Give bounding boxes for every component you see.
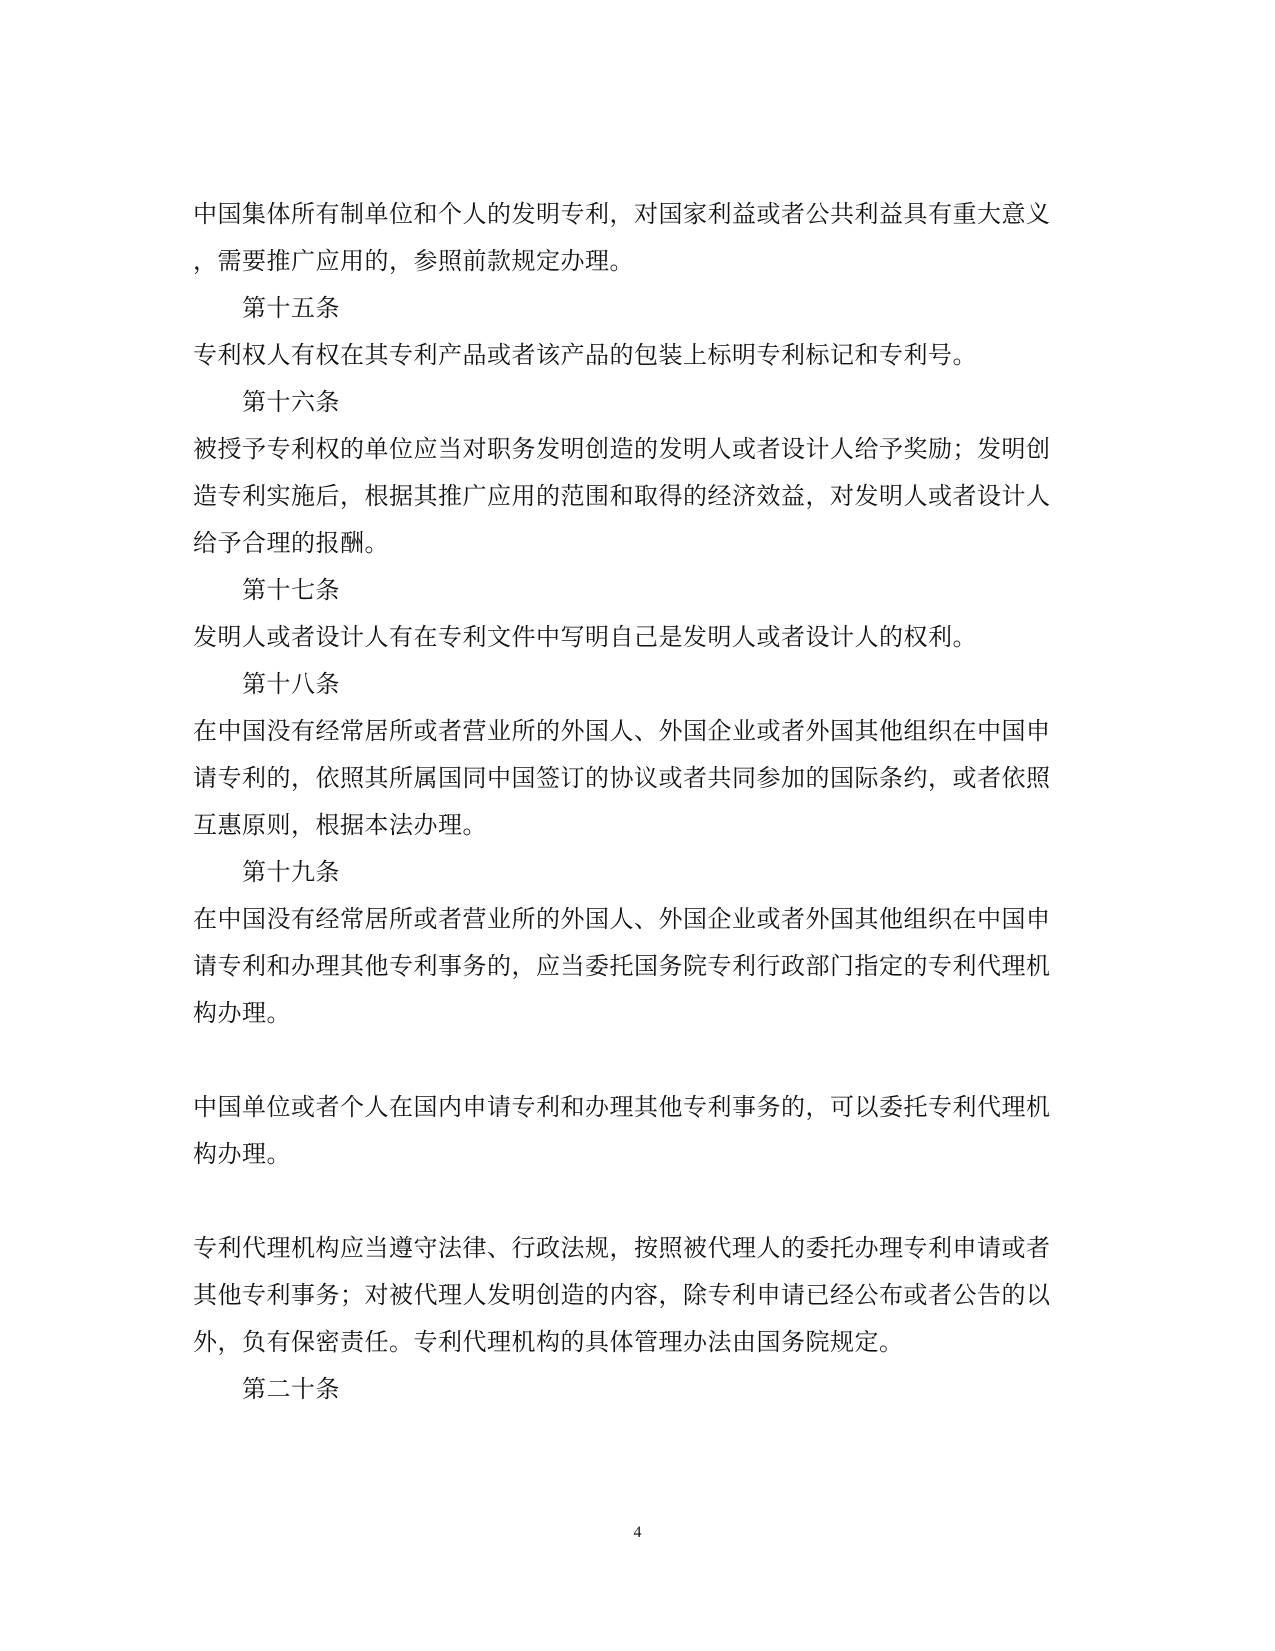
body-text-line: 请专利和办理其他专利事务的，应当委托国务院专利行政部门指定的专利代理机	[193, 952, 1051, 980]
body-text-line: 专利代理机构应当遵守法律、行政法规，按照被代理人的委托办理专利申请或者	[193, 1234, 1051, 1262]
article-heading-15: 第十五条	[242, 294, 340, 322]
body-text-line: 在中国没有经常居所或者营业所的外国人、外国企业或者外国其他组织在中国申	[193, 717, 1051, 745]
article-heading-17: 第十七条	[242, 576, 340, 604]
body-text-line: 构办理。	[193, 999, 291, 1027]
body-text-line: 中国单位或者个人在国内申请专利和办理其他专利事务的，可以委托专利代理机	[193, 1093, 1051, 1121]
article-heading-20: 第二十条	[242, 1375, 340, 1403]
body-text-line: 造专利实施后，根据其推广应用的范围和取得的经济效益，对发明人或者设计人	[193, 482, 1051, 510]
body-text-line: 专利权人有权在其专利产品或者该产品的包装上标明专利标记和专利号。	[193, 341, 977, 369]
body-text-line: 中国集体所有制单位和个人的发明专利，对国家利益或者公共利益具有重大意义	[193, 200, 1051, 228]
article-heading-19: 第十九条	[242, 858, 340, 886]
body-text-line: 在中国没有经常居所或者营业所的外国人、外国企业或者外国其他组织在中国申	[193, 905, 1051, 933]
body-text-line: 给予合理的报酬。	[193, 529, 389, 557]
body-text-line: 发明人或者设计人有在专利文件中写明自己是发明人或者设计人的权利。	[193, 623, 977, 651]
body-text-line: 请专利的，依照其所属国同中国签订的协议或者共同参加的国际条约，或者依照	[193, 764, 1051, 792]
article-heading-18: 第十八条	[242, 670, 340, 698]
page-number: 4	[633, 1524, 642, 1541]
body-text-line: 构办理。	[193, 1140, 291, 1168]
body-text-line: 外，负有保密责任。专利代理机构的具体管理办法由国务院规定。	[193, 1328, 904, 1356]
body-text-line: 其他专利事务；对被代理人发明创造的内容，除专利申请已经公布或者公告的以	[193, 1281, 1051, 1309]
body-text-line: 互惠原则，根据本法办理。	[193, 811, 487, 839]
article-heading-16: 第十六条	[242, 388, 340, 416]
body-text-line: 被授予专利权的单位应当对职务发明创造的发明人或者设计人给予奖励；发明创	[193, 435, 1051, 463]
body-text-line: ，需要推广应用的，参照前款规定办理。	[193, 247, 634, 275]
